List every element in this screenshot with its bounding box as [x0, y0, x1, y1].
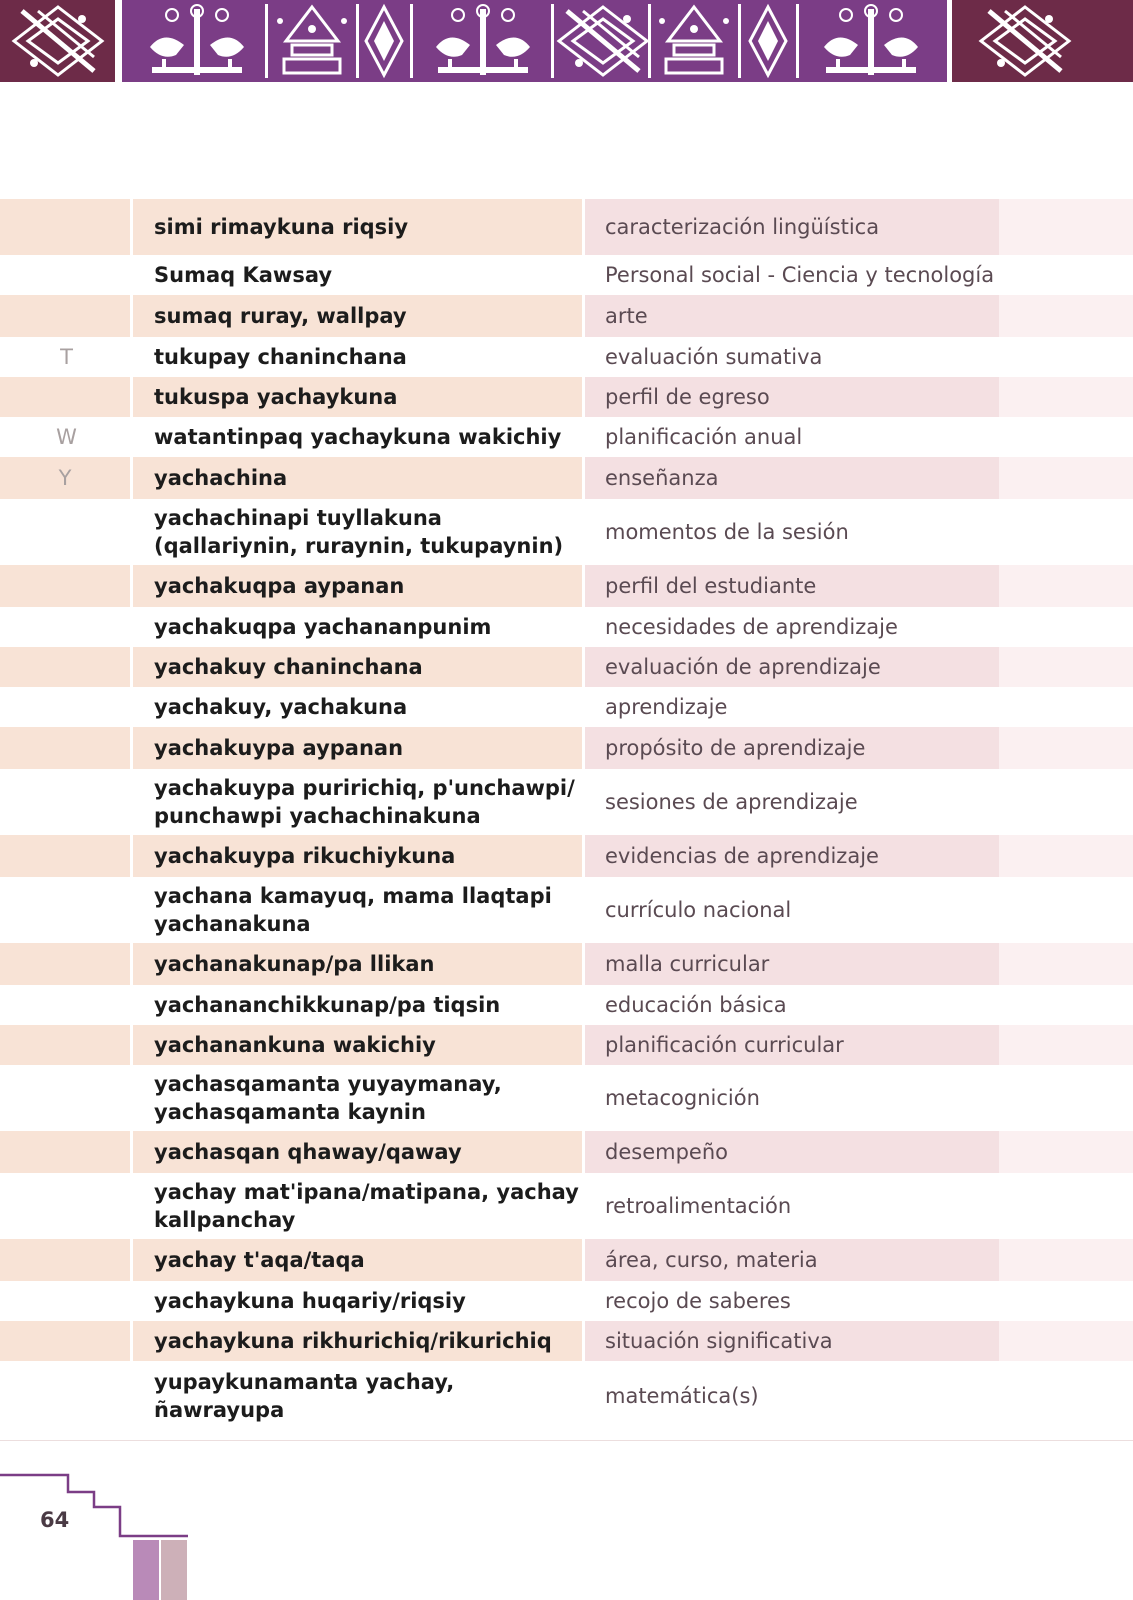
row-letter — [0, 877, 133, 943]
row-end-cell — [999, 199, 1133, 255]
page-number: 64 — [40, 1508, 70, 1532]
row-letter — [0, 727, 133, 769]
row-end-cell — [999, 255, 1133, 295]
header-banner — [0, 0, 1133, 82]
quechua-term: yachananchikkunap/pa tiqsin — [154, 993, 501, 1017]
row-end-cell — [999, 1065, 1133, 1131]
quechua-term: yachasqan qhaway/qaway — [133, 1131, 585, 1173]
row-end-cell — [999, 607, 1133, 647]
row-letter — [0, 1239, 133, 1281]
row-letter — [0, 1361, 133, 1431]
quechua-term: yachasqamanta yuyaymanay, yachasqamanta kaynin — [154, 1072, 502, 1124]
glossary-row — [0, 1321, 1133, 1361]
quechua-term: yachaykuna huqariy/riqsiy — [154, 1289, 466, 1313]
row-letter — [0, 255, 133, 295]
spanish-term: arte — [585, 295, 999, 337]
glossary-row — [0, 199, 1133, 255]
row-letter — [0, 1281, 133, 1321]
glossary-row — [0, 565, 1133, 607]
row-end-cell — [999, 943, 1133, 985]
row-letter — [0, 1173, 133, 1239]
glossary-row — [0, 647, 1133, 687]
glossary-row — [0, 877, 1133, 943]
glossary-row — [0, 1065, 1133, 1131]
quechua-term: yachachinapi tuyllakuna (qallariynin, ruraynin, tukupaynin) — [154, 506, 564, 558]
row-letter — [0, 1025, 133, 1065]
quechua-term: yachakuy chaninchana — [133, 647, 585, 687]
glossary-row — [0, 337, 1133, 377]
row-letter — [0, 687, 133, 727]
glossary-row — [0, 607, 1133, 647]
row-end-cell — [999, 295, 1133, 337]
spanish-term: metacognición — [605, 1086, 760, 1110]
glossary-row — [0, 1131, 1133, 1173]
row-end-cell — [999, 877, 1133, 943]
banner-purple-band — [119, 0, 947, 82]
quechua-term: yachay t'aqa/taqa — [133, 1239, 585, 1281]
row-letter — [0, 295, 133, 337]
spanish-term: desempeño — [585, 1131, 999, 1173]
spanish-term: evidencias de aprendizaje — [585, 835, 999, 877]
spanish-term: caracterización lingüística — [585, 199, 999, 255]
quechua-term: yachakuypa aypanan — [133, 727, 585, 769]
row-letter — [0, 647, 133, 687]
quechua-term: yachakuypa puririchiq, p'unchawpi/ punchawpi yachachinakuna — [154, 776, 575, 828]
quechua-term: tukuspa yachaykuna — [133, 377, 585, 417]
quechua-term: yachachina — [133, 457, 585, 499]
spanish-term: aprendizaje — [605, 695, 728, 719]
row-end-cell — [999, 565, 1133, 607]
row-letter — [0, 377, 133, 417]
row-end-cell — [999, 1025, 1133, 1065]
row-letter — [0, 499, 133, 565]
spanish-term: planificación curricular — [585, 1025, 999, 1065]
quechua-term: yachakuqpa yachananpunim — [154, 615, 492, 639]
row-letter: Y — [0, 457, 133, 499]
glossary-row — [0, 1361, 1133, 1431]
glossary-row — [0, 417, 1133, 457]
row-letter: W — [56, 425, 77, 449]
spanish-term: área, curso, materia — [585, 1239, 999, 1281]
quechua-term: Sumaq Kawsay — [154, 263, 333, 287]
glossary-row — [0, 1025, 1133, 1065]
row-letter — [0, 1321, 133, 1361]
quechua-term: yachanakunap/pa llikan — [133, 943, 585, 985]
glossary-row — [0, 377, 1133, 417]
quechua-term: watantinpaq yachaykuna wakichiy — [154, 425, 562, 449]
row-end-cell — [999, 1131, 1133, 1173]
quechua-term: yachakuy, yachakuna — [154, 695, 408, 719]
spanish-term: perfil del estudiante — [585, 565, 999, 607]
spanish-term: enseñanza — [585, 457, 999, 499]
glossary-row — [0, 457, 1133, 499]
row-letter — [0, 607, 133, 647]
spanish-term: evaluación de aprendizaje — [585, 647, 999, 687]
spanish-term: propósito de aprendizaje — [585, 727, 999, 769]
quechua-term: simi rimaykuna riqsiy — [133, 199, 585, 255]
glossary-row — [0, 727, 1133, 769]
quechua-term: yachaykuna rikhurichiq/rikurichiq — [133, 1321, 585, 1361]
glossary-row — [0, 499, 1133, 565]
row-end-cell — [999, 1361, 1133, 1431]
quechua-term: yachay mat'ipana/matipana, yachay kallpanchay — [154, 1180, 579, 1232]
quechua-term: tukupay chaninchana — [154, 345, 407, 369]
glossary-row — [0, 295, 1133, 337]
quechua-term: yachanankuna wakichiy — [133, 1025, 585, 1065]
row-end-cell — [999, 377, 1133, 417]
row-end-cell — [999, 687, 1133, 727]
woven-pattern-banner — [0, 0, 1133, 82]
row-end-cell — [999, 1321, 1133, 1361]
footer-bar-purple — [133, 1540, 159, 1600]
quechua-term: yachana kamayuq, mama llaqtapi yachanakuna — [154, 884, 552, 936]
row-letter — [0, 565, 133, 607]
row-end-cell — [999, 835, 1133, 877]
quechua-term: yachakuypa rikuchiykuna — [133, 835, 585, 877]
glossary-row — [0, 255, 1133, 295]
row-letter — [0, 985, 133, 1025]
quechua-term: yachakuqpa aypanan — [133, 565, 585, 607]
spanish-term: planificación anual — [605, 425, 803, 449]
spanish-term: momentos de la sesión — [605, 520, 849, 544]
glossary-row — [0, 687, 1133, 727]
row-end-cell — [999, 417, 1133, 457]
spanish-term: Personal social - Ciencia y tecnología — [605, 263, 995, 287]
spanish-term: retroalimentación — [605, 1194, 792, 1218]
row-letter — [0, 943, 133, 985]
spanish-term: currículo nacional — [605, 898, 792, 922]
spanish-term: situación significativa — [585, 1321, 999, 1361]
row-letter: T — [60, 345, 73, 369]
row-letter — [0, 1065, 133, 1131]
glossary-row — [0, 835, 1133, 877]
spanish-term: educación básica — [605, 993, 787, 1017]
spanish-term: matemática(s) — [605, 1384, 759, 1408]
quechua-term: sumaq ruray, wallpay — [133, 295, 585, 337]
glossary-row — [0, 985, 1133, 1025]
quechua-term: yupaykunamanta yachay, ñawrayupa — [154, 1370, 455, 1422]
row-end-cell — [999, 457, 1133, 499]
row-letter — [0, 1131, 133, 1173]
row-end-cell — [999, 1239, 1133, 1281]
glossary-row — [0, 769, 1133, 835]
row-end-cell — [999, 647, 1133, 687]
glossary-row — [0, 943, 1133, 985]
spanish-term: sesiones de aprendizaje — [605, 790, 858, 814]
bottom-rule — [0, 1440, 1133, 1441]
row-end-cell — [999, 985, 1133, 1025]
row-end-cell — [999, 499, 1133, 565]
row-end-cell — [999, 1281, 1133, 1321]
row-end-cell — [999, 769, 1133, 835]
glossary-row — [0, 1173, 1133, 1239]
glossary-row — [0, 1239, 1133, 1281]
spanish-term: necesidades de aprendizaje — [605, 615, 898, 639]
spanish-term: perfil de egreso — [585, 377, 999, 417]
spanish-term: evaluación sumativa — [605, 345, 823, 369]
row-letter — [0, 769, 133, 835]
glossary-table — [0, 199, 1133, 1431]
glossary-row — [0, 1281, 1133, 1321]
row-end-cell — [999, 337, 1133, 377]
spanish-term: malla curricular — [585, 943, 999, 985]
spanish-term: recojo de saberes — [605, 1289, 791, 1313]
row-end-cell — [999, 1173, 1133, 1239]
row-letter — [0, 199, 133, 255]
footer-bar-rose — [161, 1540, 187, 1600]
row-letter — [0, 835, 133, 877]
row-end-cell — [999, 727, 1133, 769]
